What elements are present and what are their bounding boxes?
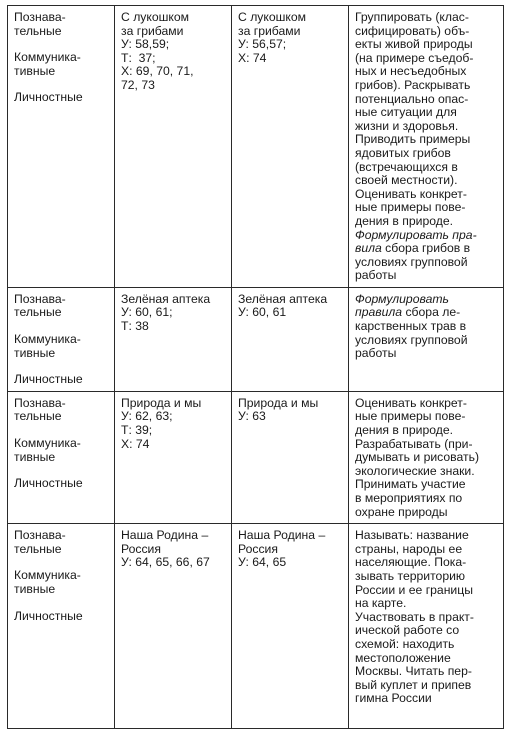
activity-line bbox=[355, 201, 498, 215]
activity-line bbox=[355, 438, 498, 452]
uud-line: тивные bbox=[14, 581, 56, 596]
activity-text: правила bbox=[355, 305, 403, 320]
activity-line bbox=[355, 424, 498, 438]
uud-cell bbox=[8, 6, 115, 288]
topic-cell-a bbox=[115, 6, 232, 288]
activity-line bbox=[355, 597, 498, 611]
uud-line: тельные bbox=[14, 409, 62, 424]
topic-line: Россия bbox=[121, 541, 161, 556]
activity-line bbox=[355, 320, 498, 334]
activity-line bbox=[355, 65, 498, 79]
activity-text: экологические знаки. bbox=[355, 463, 475, 478]
topic-cell-a bbox=[115, 524, 232, 729]
activity-text: дения в природе. bbox=[355, 213, 454, 228]
activity-text: Москвы. Читать пер- bbox=[355, 664, 472, 679]
activity-text: Формулировать пра- bbox=[355, 227, 477, 242]
uud-line: тивные bbox=[14, 63, 56, 78]
table-row bbox=[8, 524, 504, 729]
activity-text: работы bbox=[355, 268, 397, 283]
activity-line bbox=[355, 451, 498, 465]
activity-text: Оценивать конкрет- bbox=[355, 186, 467, 201]
topic-cell-b bbox=[232, 6, 349, 288]
activity-line bbox=[355, 25, 498, 39]
topic-line: Наша Родина – bbox=[238, 528, 326, 543]
activity-text: сифицировать) объ- bbox=[355, 23, 470, 38]
activity-line bbox=[355, 679, 498, 693]
activity-line bbox=[355, 147, 498, 161]
activity-line bbox=[355, 229, 498, 243]
activity-text: работы bbox=[355, 346, 397, 361]
topic-line: У: 63 bbox=[238, 409, 266, 424]
activity-text: России и ее границы bbox=[355, 582, 473, 597]
topic-cell-b bbox=[232, 524, 349, 729]
activity-line bbox=[355, 506, 498, 520]
uud-line: Коммуника- bbox=[14, 568, 81, 583]
activity-text: (на примере съедоб- bbox=[355, 50, 474, 65]
topic-line: за грибами bbox=[121, 23, 184, 38]
uud-line: Познава- bbox=[14, 10, 66, 24]
topic-line: Природа и мы bbox=[238, 395, 319, 410]
uud-line: Познава- bbox=[14, 395, 66, 410]
uud-line: Личностные bbox=[14, 608, 83, 623]
uud-line: Коммуника- bbox=[14, 50, 81, 65]
activity-line bbox=[355, 478, 498, 492]
uud-cell bbox=[8, 391, 115, 523]
uud-line: Личностные bbox=[14, 90, 83, 105]
activity-text: Формулировать bbox=[355, 291, 449, 306]
activity-text: местоположение bbox=[355, 650, 451, 665]
activity-line bbox=[355, 93, 498, 107]
activity-line bbox=[355, 692, 498, 706]
activity-text: своей местности). bbox=[355, 173, 458, 188]
activity-cell bbox=[349, 287, 504, 391]
activity-text: ядовитых грибов bbox=[355, 145, 451, 160]
uud-line: Коммуника- bbox=[14, 332, 81, 347]
topic-line: Зелёная аптека bbox=[121, 291, 211, 306]
activity-text: Оценивать конкрет- bbox=[355, 395, 467, 410]
uud-line: Коммуника- bbox=[14, 436, 81, 451]
activity-text: потенциально опас- bbox=[355, 91, 469, 106]
activity-text: ической работе со bbox=[355, 623, 460, 638]
activity-line bbox=[355, 492, 498, 506]
topic-line: С лукошком bbox=[238, 10, 307, 24]
activity-line bbox=[355, 293, 498, 307]
activity-line bbox=[355, 269, 498, 283]
activity-text: населяющие. Пока- bbox=[355, 555, 467, 570]
activity-text: охране природы bbox=[355, 504, 448, 519]
topic-line: У: 56,57; bbox=[238, 37, 287, 52]
topic-line: У: 64, 65, 66, 67 bbox=[121, 555, 210, 570]
uud-line: тивные bbox=[14, 449, 56, 464]
activity-line bbox=[355, 79, 498, 93]
topic-line: Природа и мы bbox=[121, 395, 202, 410]
activity-line bbox=[355, 584, 498, 598]
topic-cell-a bbox=[115, 391, 232, 523]
table-row bbox=[8, 6, 504, 288]
activity-line bbox=[355, 120, 498, 134]
activity-text: в мероприятиях по bbox=[355, 491, 463, 505]
activity-line bbox=[355, 188, 498, 202]
activity-text: ные примеры пове- bbox=[355, 200, 466, 215]
activity-line bbox=[355, 133, 498, 147]
topic-line: Х: 69, 70, 71, bbox=[121, 64, 194, 79]
activity-line bbox=[355, 529, 498, 543]
topic-line: Х: 74 bbox=[121, 436, 150, 451]
group-gap bbox=[14, 597, 109, 610]
activity-line bbox=[355, 652, 498, 666]
activity-text: карственных трав в bbox=[355, 319, 467, 334]
activity-text: условиях групповой bbox=[355, 332, 468, 347]
activity-text: екты живой природы bbox=[355, 37, 473, 52]
topic-line: Т: 38 bbox=[121, 319, 149, 334]
activity-text: схемой: находить bbox=[355, 636, 455, 651]
activity-line bbox=[355, 347, 498, 361]
topic-line: Х: 74 bbox=[238, 50, 267, 65]
activity-line bbox=[355, 397, 498, 411]
activity-text: сбора ле- bbox=[402, 305, 461, 320]
activity-text: сбора грибов в bbox=[381, 241, 471, 256]
topic-line: Т: 37; bbox=[121, 50, 156, 65]
uud-line: тельные bbox=[14, 541, 62, 556]
uud-line: Личностные bbox=[14, 372, 83, 387]
activity-line bbox=[355, 38, 498, 52]
uud-line: тивные bbox=[14, 345, 56, 360]
activity-line bbox=[355, 11, 498, 25]
uud-line: Познава- bbox=[14, 528, 66, 543]
activity-line bbox=[355, 161, 498, 175]
activity-line bbox=[355, 306, 498, 320]
table-body bbox=[8, 6, 504, 729]
activity-cell bbox=[349, 524, 504, 729]
activity-line bbox=[355, 465, 498, 479]
topic-cell-a bbox=[115, 287, 232, 391]
topic-line: С лукошком bbox=[121, 10, 190, 24]
uud-line: Познава- bbox=[14, 291, 66, 306]
uud-cell bbox=[8, 524, 115, 729]
topic-line: У: 64, 65 bbox=[238, 555, 287, 570]
activity-line bbox=[355, 543, 498, 557]
topic-line: У: 62, 63; bbox=[121, 409, 173, 424]
activity-line bbox=[355, 334, 498, 348]
activity-text: дения в природе. bbox=[355, 423, 454, 438]
activity-text: Принимать участие bbox=[355, 477, 466, 492]
activity-text: жизни и здоровья. bbox=[355, 118, 459, 133]
table-row bbox=[8, 287, 504, 391]
activity-text: Называть: название bbox=[355, 528, 469, 543]
activity-text: ные примеры пове- bbox=[355, 409, 466, 424]
activity-text: грибов). Раскрывать bbox=[355, 77, 471, 92]
activity-line bbox=[355, 256, 498, 270]
activity-text: зывать территорию bbox=[355, 568, 466, 583]
table-row bbox=[8, 391, 504, 523]
topic-cell-b bbox=[232, 391, 349, 523]
topic-line: Наша Родина – bbox=[121, 528, 209, 543]
activity-line bbox=[355, 611, 498, 625]
uud-line: тельные bbox=[14, 23, 62, 38]
activity-text: страны, народы ее bbox=[355, 541, 463, 556]
activity-cell bbox=[349, 391, 504, 523]
topic-line: Зелёная аптека bbox=[238, 291, 328, 306]
activity-text: ные ситуации для bbox=[355, 105, 457, 120]
activity-text: Приводить примеры bbox=[355, 132, 471, 147]
uud-cell bbox=[8, 287, 115, 391]
activity-text: думывать и рисовать) bbox=[355, 450, 479, 465]
activity-text: на карте. bbox=[355, 596, 407, 611]
activity-line bbox=[355, 242, 498, 256]
activity-line bbox=[355, 638, 498, 652]
topic-line: У: 60, 61 bbox=[238, 305, 287, 320]
activity-line bbox=[355, 570, 498, 584]
topic-line: Россия bbox=[238, 541, 278, 556]
activity-text: ных и несъедобных bbox=[355, 64, 467, 79]
topic-line: за грибами bbox=[238, 23, 301, 38]
activity-text: Участвовать в практ- bbox=[355, 609, 474, 624]
activity-line bbox=[355, 215, 498, 229]
activity-line bbox=[355, 410, 498, 424]
activity-line bbox=[355, 106, 498, 120]
activity-text: условиях групповой bbox=[355, 254, 468, 269]
activity-line bbox=[355, 52, 498, 66]
activity-text: вый куплет и припев bbox=[355, 677, 472, 692]
activity-text: Группировать (клас- bbox=[355, 10, 469, 24]
activity-line bbox=[355, 556, 498, 570]
curriculum-table bbox=[7, 5, 504, 729]
activity-line bbox=[355, 174, 498, 188]
activity-line bbox=[355, 624, 498, 638]
activity-line bbox=[355, 665, 498, 679]
uud-line: тельные bbox=[14, 305, 62, 320]
uud-line: Личностные bbox=[14, 476, 83, 491]
topic-cell-b bbox=[232, 287, 349, 391]
topic-line: У: 58,59; bbox=[121, 37, 170, 52]
activity-text: вила bbox=[355, 241, 382, 256]
topic-line: Т: 39; bbox=[121, 423, 153, 438]
topic-line: 72, 73 bbox=[121, 77, 155, 92]
activity-text: гимна России bbox=[355, 691, 432, 706]
topic-line: У: 60, 61; bbox=[121, 305, 173, 320]
activity-text: Разрабатывать (при- bbox=[355, 436, 473, 451]
activity-text: (встречающихся в bbox=[355, 159, 458, 174]
activity-cell bbox=[349, 6, 504, 288]
